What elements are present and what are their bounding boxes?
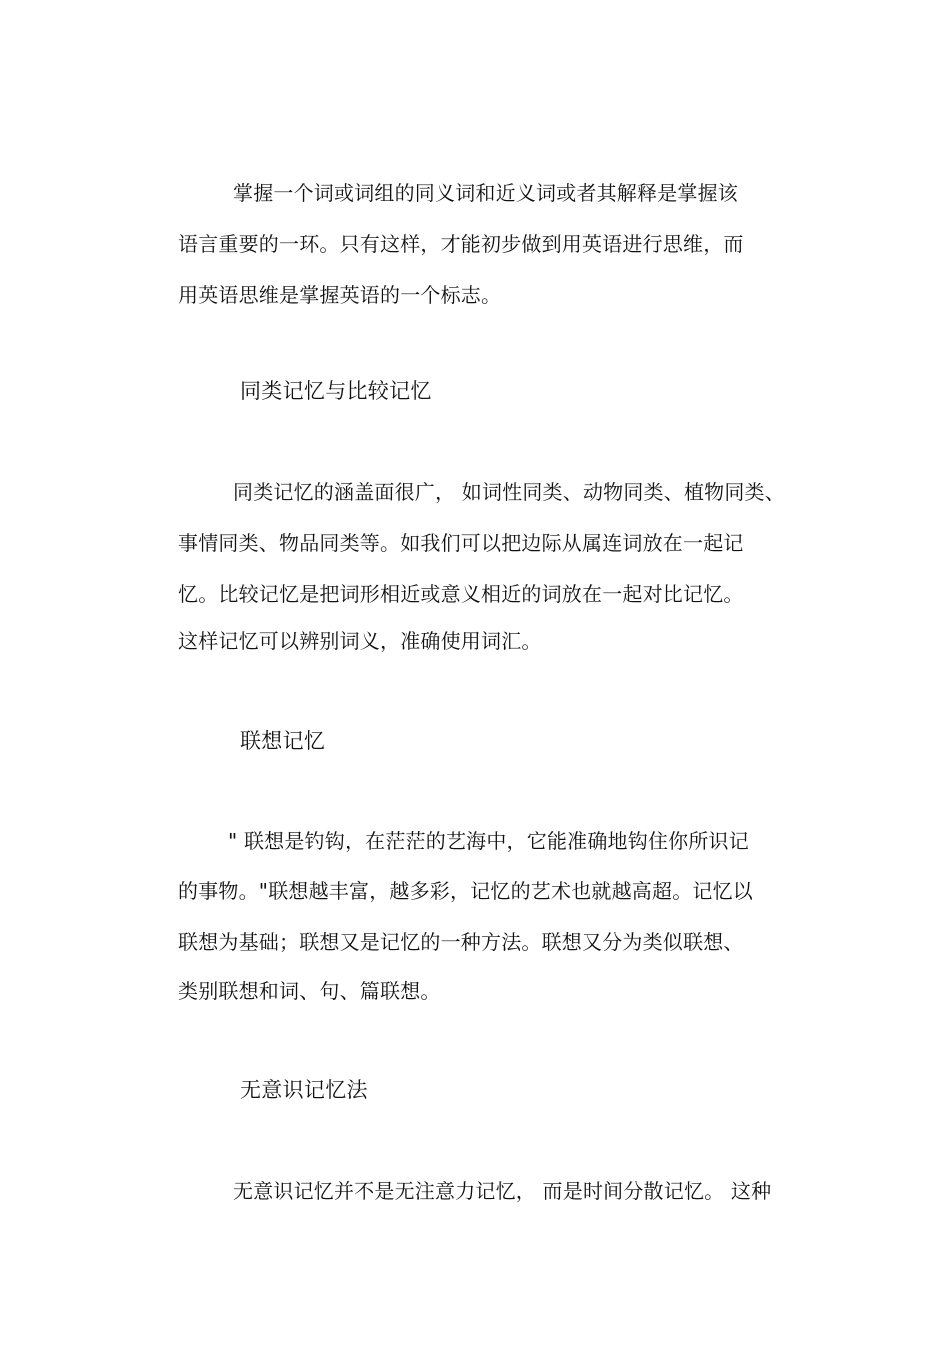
paragraph-3-line-2: 的事物。"联想越丰富，越多彩，记忆的艺术也就越高超。记忆以 bbox=[178, 879, 753, 903]
paragraph-2-line-4: 这样记忆可以辨别词义，准确使用词汇。 bbox=[178, 629, 542, 653]
paragraph-4-line-1: 无意识记忆并不是无注意力记忆， 而是时间分散记忆。 这种 bbox=[233, 1179, 772, 1203]
paragraph-1-line-3: 用英语思维是掌握英语的一个标志。 bbox=[178, 283, 502, 307]
section-heading-unconscious-memory: 无意识记忆法 bbox=[240, 1078, 368, 1102]
paragraph-3-line-3: 联想为基础；联想又是记忆的一种方法。联想又分为类似联想、 bbox=[178, 930, 744, 954]
paragraph-1-line-2: 语言重要的一环。只有这样，才能初步做到用英语进行思维，而 bbox=[178, 232, 744, 256]
paragraph-2-line-3: 忆。比较记忆是把词形相近或意义相近的词放在一起对比记忆。 bbox=[178, 582, 744, 606]
section-heading-association-memory: 联想记忆 bbox=[240, 729, 326, 753]
paragraph-2-line-1: 同类记忆的涵盖面很广， 如词性同类、动物同类、植物同类、 bbox=[233, 480, 785, 504]
paragraph-3-line-1: " 联想是钓钩，在茫茫的艺海中，它能准确地钩住你所识记 bbox=[228, 829, 749, 853]
paragraph-3-line-4: 类别联想和词、句、篇联想。 bbox=[178, 979, 441, 1003]
paragraph-1-line-1: 掌握一个词或词组的同义词和近义词或者其解释是掌握该 bbox=[233, 181, 738, 205]
paragraph-2-line-2: 事情同类、物品同类等。如我们可以把边际从属连词放在一起记 bbox=[178, 531, 744, 555]
section-heading-comparison-memory: 同类记忆与比较记忆 bbox=[240, 379, 432, 403]
